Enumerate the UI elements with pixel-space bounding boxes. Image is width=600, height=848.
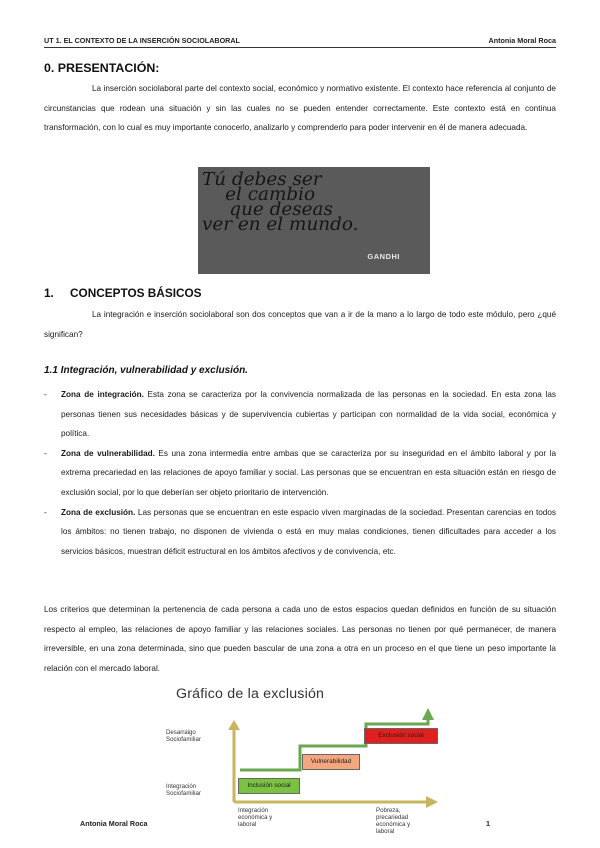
header-unit-title: UT 1. EL CONTEXTO DE LA INSERCIÓN SOCIOLABORAL: [44, 36, 240, 45]
zone-description: Esta zona se caracteriza por la convivencia normalizada de las personas en la sociedad. En esta zona las personas tienen sus necesidades básicas y de supervivencia cubiertas y participan con normalidad de la vida social, económica y política.: [61, 390, 556, 439]
section-title-text: CONCEPTOS BÁSICOS: [70, 286, 202, 300]
header-author: Antonia Moral Roca: [488, 36, 556, 45]
zone-description: Las personas que se encuentran en este espacio viven marginadas de la sociedad. Presentan carencias en todos los ámbitos: no tienen trabajo, no disponen de vivienda o está en muy malas condiciones, tienen dificultades para acceder a los servicios básicos, muestran déficit estructural en los ámbitos afectivos y de convivencia, etc.: [61, 507, 556, 556]
x-right-label: [376, 807, 410, 835]
footer-author: Antonia Moral Roca: [80, 819, 148, 828]
zone-term: Zona de vulnerabilidad.: [61, 448, 155, 458]
zone-term: Zona de integración.: [61, 390, 144, 399]
list-dash: -: [44, 448, 47, 458]
x-right-label-line: económica y: [376, 821, 411, 828]
criteria-paragraph: Los criterios que determinan la pertenencia de cada persona a cada uno de estos espacios quedan definidos en función de su situación respecto al empleo, las relaciones de apoyo familiar y las relaciones sociales. Las personas no tienen por qué permanecer, de manera irreversible, en una zona determinada, sino que pueden bascular de una zona a otra en un proceso en el que tiene un peso importante la relación con el mercado laboral.: [44, 605, 556, 673]
quote-text: [202, 170, 430, 235]
y-bottom-label-line: Sociofamiliar: [166, 790, 201, 797]
y-top-label-line: Sociofamiliar: [166, 736, 201, 743]
section-title-conceptos: [44, 286, 202, 300]
quote-author: GANDHI: [367, 252, 400, 261]
gandhi-quote-image: [198, 167, 430, 274]
zones-list: [44, 385, 556, 561]
concepts-paragraph: La integración e inserción sociolaboral son dos conceptos que van a ir de la mano a lo largo de todo este módulo, pero ¿qué significan?: [44, 310, 556, 339]
vulnerability-box: Vulnerabilidad: [302, 754, 360, 770]
page-number: 1: [486, 819, 490, 828]
quote-line: el cambio: [225, 185, 316, 205]
list-item: [44, 503, 556, 562]
y-bottom-label: [166, 783, 201, 797]
y-top-label-line: Desarraigo: [166, 729, 196, 736]
zone-description: Es una zona intermedia entre ambas que se caracteriza por su inseguridad en el ámbito laboral y por la extrema precariedad en las relaciones de apoyo familiar y social. Las personas que se encuentran en esta situación están en riesgo de exclusión social, por lo que deberían ser objeto prioritario de intervención.: [61, 448, 556, 497]
intro-paragraph: La inserción sociolaboral parte del contexto social, económico y normativo existente. El contexto hace referencia al conjunto de circunstancias que rodean una situación y sin las cuales no se pueden entender correctamente. Este contexto está en continua transformación, con lo cual es muy importante conocerlo, analizarlo y comprenderlo para poder intervenir en él de manera adecuada.: [44, 84, 556, 133]
x-right-label-line: laboral: [376, 828, 395, 835]
zone-term: Zona de exclusión.: [61, 507, 136, 517]
x-axis-arrow-icon: [426, 796, 438, 808]
quote-line: ver en el mundo.: [202, 215, 359, 235]
subsection-title: 1.1 Integración, vulnerabilidad y exclusión.: [44, 365, 248, 376]
y-axis-arrow-icon: [228, 720, 240, 730]
section-number: 1.: [44, 286, 54, 300]
quote-line: Tú debes ser: [202, 170, 322, 190]
section-title-presentacion: 0. PRESENTACIÓN:: [44, 61, 160, 75]
x-left-label-line: laboral: [238, 821, 257, 828]
x-right-label-line: Pobreza,: [376, 807, 401, 814]
quote-line: que deseas: [229, 200, 333, 220]
exclusion-box: Exclusión social: [364, 728, 438, 744]
x-right-label-line: precariedad: [376, 814, 409, 821]
y-bottom-label-line: Integración: [166, 783, 197, 790]
list-item: [44, 385, 556, 444]
y-top-label: [166, 729, 201, 743]
progression-arrowhead-icon: [422, 708, 434, 720]
x-left-label-line: económica y: [238, 814, 273, 821]
list-dash: -: [44, 507, 47, 517]
list-dash: -: [44, 390, 47, 399]
page-header: [44, 36, 556, 48]
diagram-title: Gráfico de la exclusión: [176, 686, 325, 702]
exclusion-diagram: [166, 684, 456, 834]
inclusion-box: Inclusión social: [238, 778, 300, 794]
list-item: [44, 444, 556, 503]
x-left-label: [238, 807, 272, 828]
x-left-label-line: Integración: [238, 807, 269, 814]
